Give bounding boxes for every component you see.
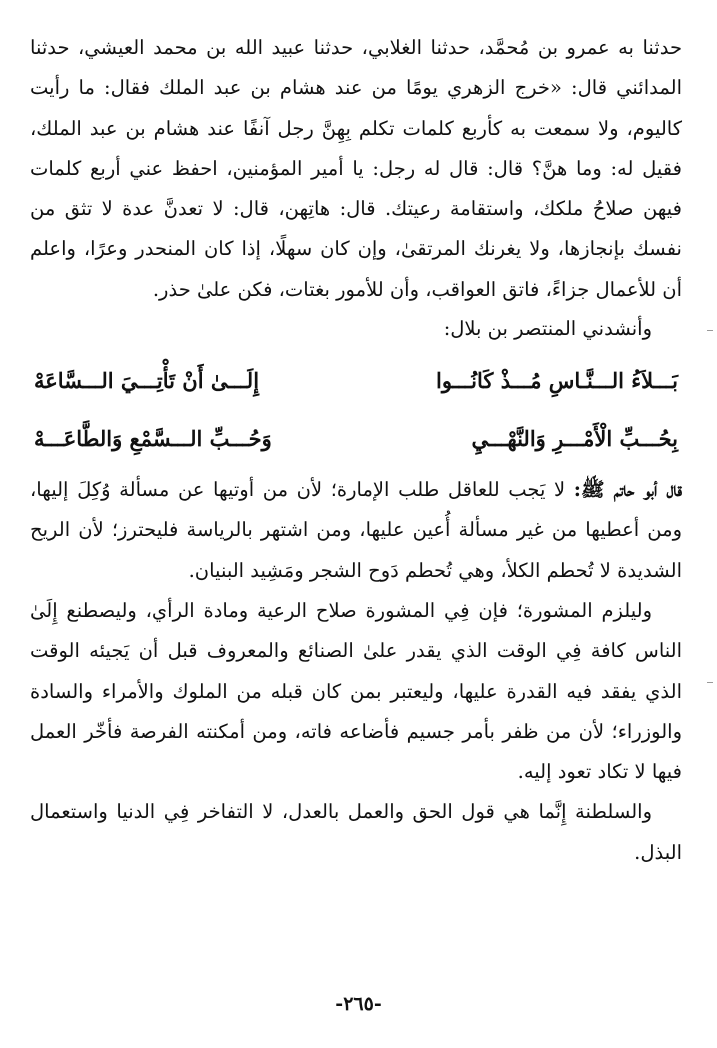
paragraph-abu-hatim-text: لا يَجب للعاقل طلب الإمارة؛ لأن من أوتيها عن مسألة وُكِلَ إليها، ومن أعطيها من غير مسألة أُعين عليها، ومن اشتهر بالرياسة فليحترز؛ لأن الريح الشديدة لا تُحطم الكلأ، وهي تُحطم دَوح الشجر ومَشِيد البنيان. (30, 478, 682, 582)
poem-verse-1 (30, 352, 682, 410)
paragraph-authority: والسلطنة إِنَّما هي قول الحق والعمل بالعدل، لا التفاخر فِي الدنيا واستعمال البذل. (30, 800, 682, 864)
paragraph-narration: حدثنا به عمرو بن مُحمَّد، حدثنا الغلابي، حدثنا عبيد الله بن محمد العيشي، حدثنا المدائني قال: «خرج الزهري يومًا من عند هشام بن عبد الملك فقال: ما رأيت كاليوم، ولا سمعت به كأربع كلمات تكلم بِهِنَّ رجل آنفًا عند هشام بن عبد الملك، فقيل له: وما هنَّ؟ قال: قال له رجل: يا أمير المؤمنين، احفظ عني أربع كلمات فيهن صلاحُ ملكك، واستقامة رعيتك. قال: هاتِهن، قال: لا تعدنَّ عدة لا تثق من نفسك بإنجازها، ولا يغرنك المرتقىٰ، وإن كان سهلًا، إذا كان المنحدر وعرًا، واعلم أن للأعمال جزاءً، فاتق العواقب، وأن للأمور بغتات، فكن علىٰ حذر. (30, 36, 682, 301)
hemistich-1-right: بَـــلاَءُ الـــنَّـاسِ مُـــذْ كَانُـــوا (436, 367, 678, 393)
speaker-label: قال أبو حاتم ﷺ: (573, 478, 682, 502)
margin-mark (707, 682, 713, 683)
hemistich-2-right: بِحُـــبِّ الْأَمْـــرِ وَالنَّهْـــيِ (471, 425, 678, 451)
body-text (30, 28, 682, 873)
paragraph-abu-hatim (30, 470, 682, 591)
poem-verse-2 (30, 410, 682, 468)
margin-mark (707, 330, 713, 331)
paragraph-consultation: وليلزم المشورة؛ فإن فِي المشورة صلاح الرعية ومادة الرأي، وليصطنع إِلَىٰ الناس كافة فِي الوقت الذي يقدر علىٰ الصنائع والمعروف قبل أن يَجيئه الوقت الذي يفقد فيه القدرة عليها، وليعتبر بمن كان قبله من الملوك والأمراء والسادة والوزراء؛ لأن من ظفر بأمر جسيم فأضاعه فاته، ومن أمكنته الفرصة فأخّر العمل فيها لا تكاد تعود إليه. (30, 598, 682, 784)
hemistich-1-left: إِلَـــىٰ أَنْ تَأْتِـــيَ الـــسَّاعَهْ (34, 367, 260, 393)
poem (30, 352, 682, 468)
hemistich-2-left: وَحُـــبِّ الـــسَّمْعِ وَالطَّاعَـــهْ (34, 425, 272, 451)
paragraph-poem-intro: وأنشدني المنتصر بن بلال: (443, 317, 652, 341)
page-number: -٢٦٥- (335, 993, 382, 1015)
